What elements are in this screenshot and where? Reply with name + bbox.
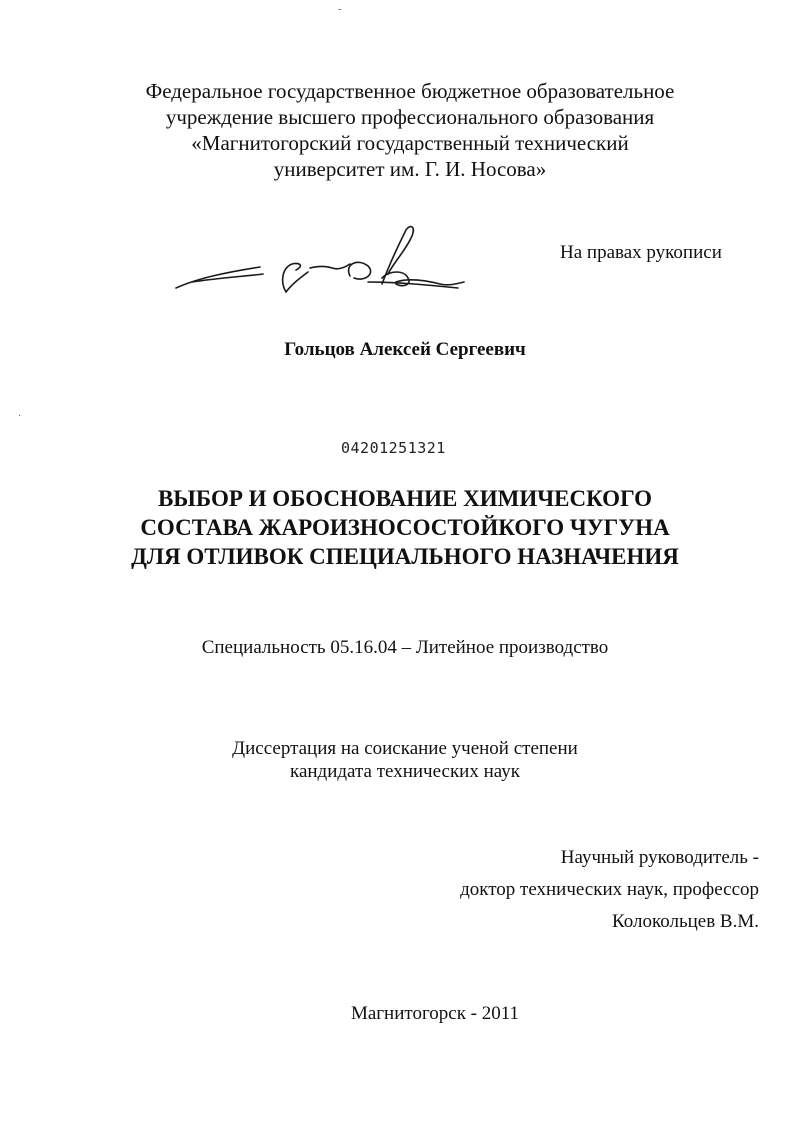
dissertation-title: [80, 484, 730, 571]
supervisor-degree: доктор технических наук, профессор: [460, 879, 759, 900]
scan-mark-top: -: [338, 4, 342, 15]
specialty-line: Специальность 05.16.04 – Литейное производство: [201, 637, 609, 658]
city-year: Магнитогорск - 2011: [350, 1003, 520, 1024]
degree-statement: [100, 737, 710, 783]
manuscript-note: На правах рукописи: [560, 242, 722, 263]
supervisor-block: [460, 842, 759, 938]
institution-line-1: Федеральное государственное бюджетное образовательное: [145, 79, 675, 103]
institution-header: [110, 78, 710, 182]
author-signature: [168, 222, 468, 302]
author-name: Гольцов Алексей Сергеевич: [284, 339, 526, 360]
institution-line-4: университет им. Г. И. Носова»: [273, 157, 547, 181]
institution-line-2: учреждение высшего профессионального образования: [165, 105, 655, 129]
degree-line-2: кандидата технических наук: [290, 761, 520, 782]
title-line-1: ВЫБОР И ОБОСНОВАНИЕ ХИМИЧЕСКОГО: [157, 486, 653, 511]
supervisor-name: Колокольцев В.М.: [611, 911, 759, 932]
supervisor-role: Научный руководитель -: [560, 847, 759, 868]
scan-mark-left: ·: [18, 411, 22, 422]
title-line-3: ДЛЯ ОТЛИВОК СПЕЦИАЛЬНОГО НАЗНАЧЕНИЯ: [131, 544, 679, 569]
institution-line-3: «Магнитогорский государственный технический: [191, 131, 629, 155]
title-line-2: СОСТАВА ЖАРОИЗНОСОСТОЙКОГО ЧУГУНА: [140, 515, 670, 540]
degree-line-1: Диссертация на соискание ученой степени: [232, 738, 578, 759]
catalog-number: 04201251321: [341, 439, 446, 457]
